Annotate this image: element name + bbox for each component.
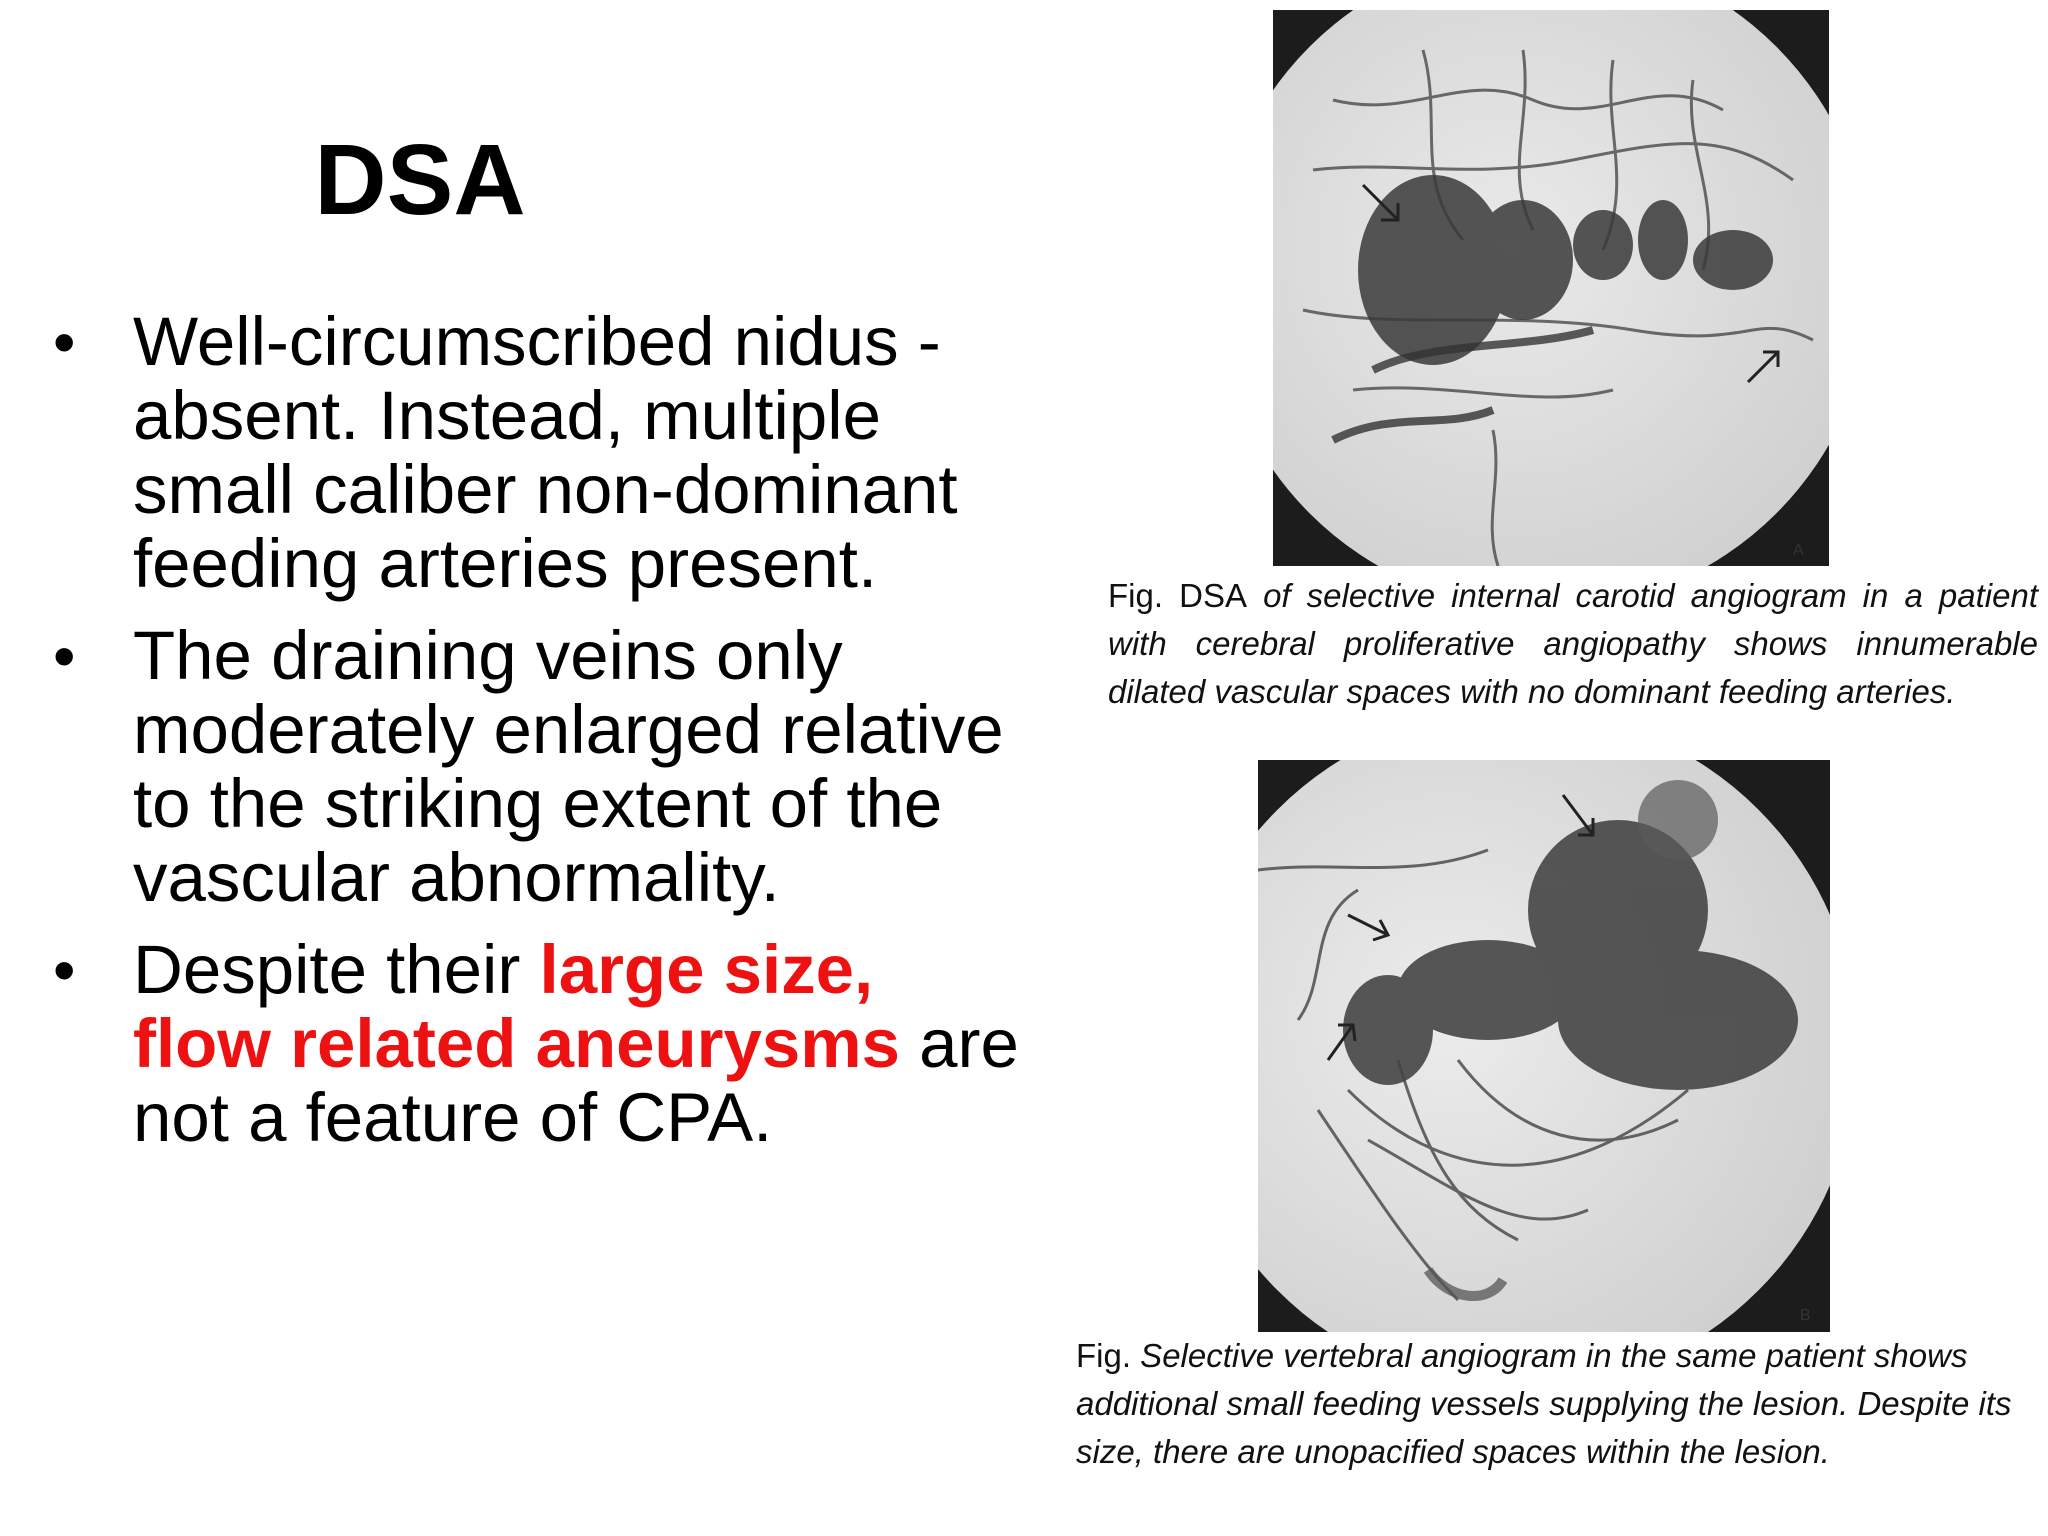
bullet-dot: • [53, 620, 76, 692]
figure-caption-b [1076, 1332, 2046, 1476]
bullet-dot: • [53, 934, 76, 1006]
bullet-item [45, 305, 1025, 601]
bullet-text-after: are not a feature of CPA. [133, 1005, 1019, 1156]
figure-caption-a [1108, 572, 2038, 716]
bullet-item [45, 619, 1025, 915]
bullet-text: The draining veins only moderately enlarged relative to the striking extent of the vascular abnormality. [133, 617, 1004, 916]
figure-label-a: A [1793, 542, 1804, 559]
angiogram-image-a [1273, 10, 1829, 566]
caption-prefix: Fig. [1076, 1337, 1132, 1374]
caption-text: of selective internal carotid angiogram in a patient with cerebral proliferative angiopathy shows innumerable dilated vascular spaces with no dominant feeding arteries. [1108, 577, 2038, 710]
bullet-item [45, 933, 1025, 1155]
slide-title: DSA [314, 124, 526, 236]
bullet-text: Well-circumscribed nidus - absent. Instead, multiple small caliber non-dominant feeding arteries present. [133, 303, 958, 602]
bullet-highlight: large size, flow related aneurysms [133, 931, 900, 1082]
bullet-text-before: Despite their [133, 931, 540, 1008]
caption-prefix: Fig. DSA [1108, 577, 1247, 614]
caption-text: Selective vertebral angiogram in the same patient shows additional small feeding vessels supplying the lesion. Despite its size, there are unopacified spaces within the lesion. [1076, 1337, 2012, 1470]
angiogram-image-b [1258, 760, 1830, 1332]
bullet-dot: • [53, 306, 76, 378]
figure-label-b: B [1800, 1307, 1811, 1324]
bullet-list [45, 305, 1025, 1173]
